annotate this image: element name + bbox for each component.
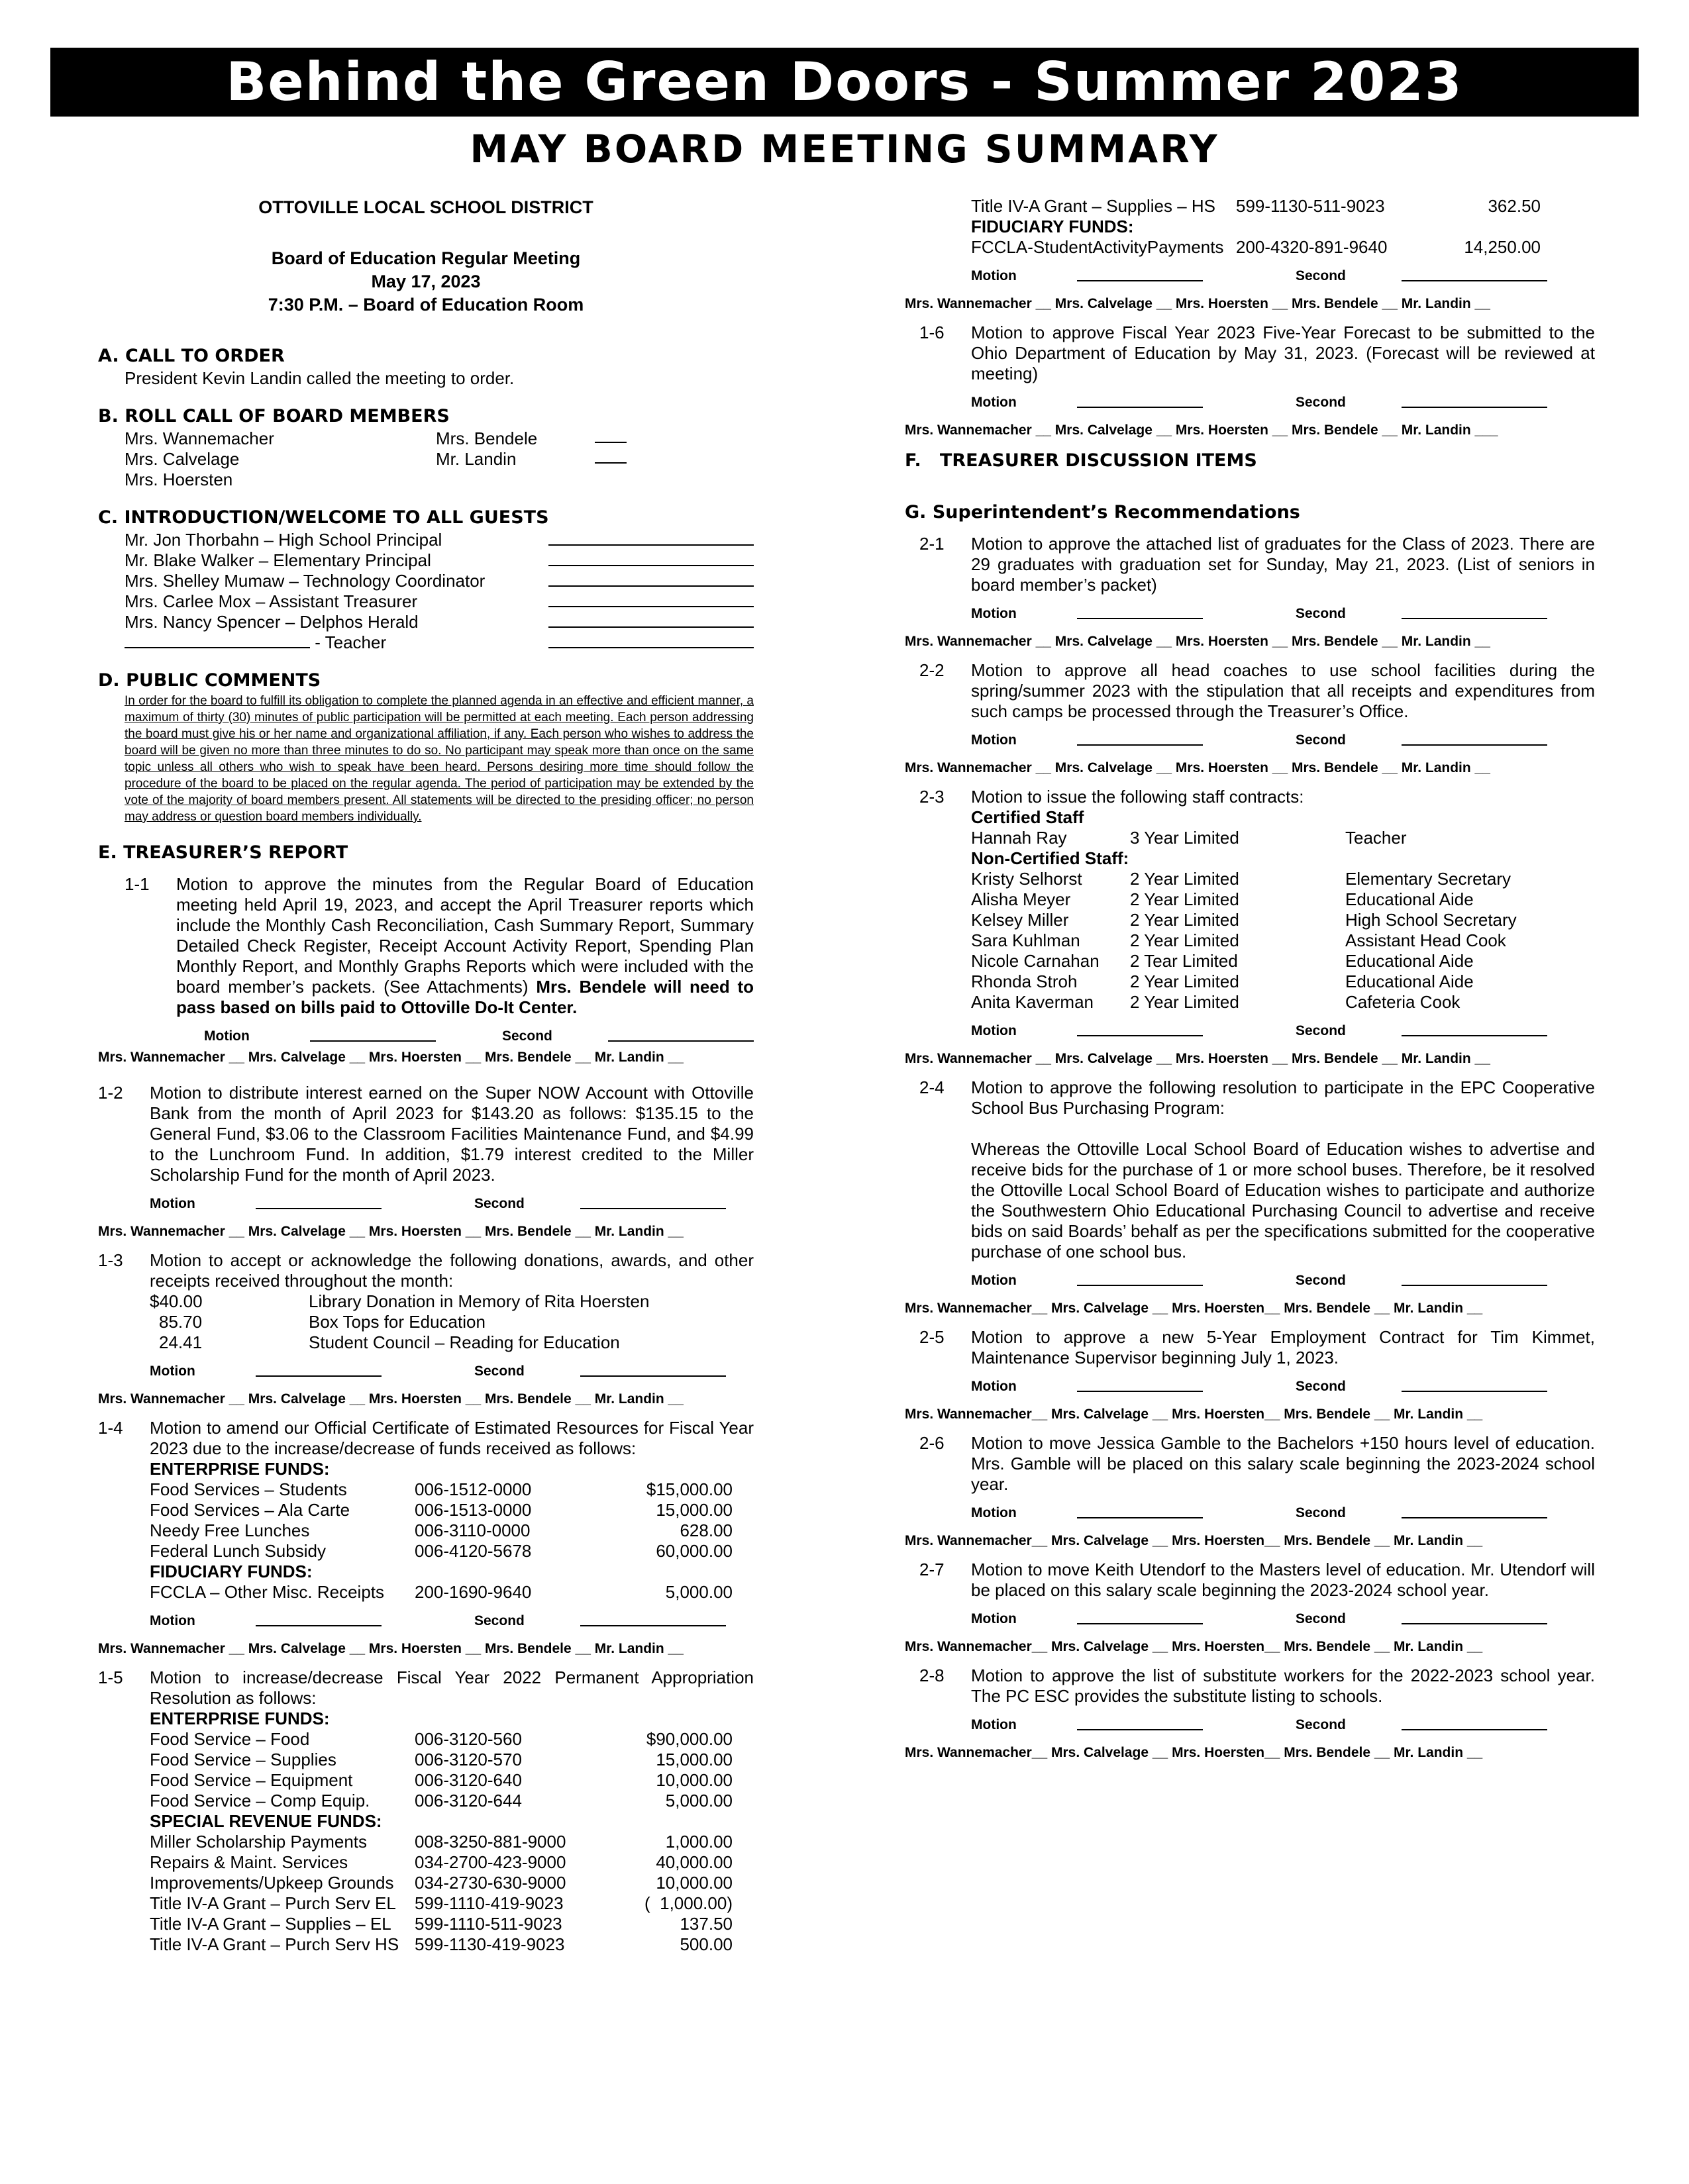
vote-line: Mrs. Wannemacher__ Mrs. Calvelage __ Mrs. Hoersten__ Mrs. Bendele __ Mr. Landin __ bbox=[905, 1301, 1483, 1316]
1-2: 40,000.00 bbox=[656, 1852, 733, 1872]
signature-blank-line bbox=[1077, 1716, 1203, 1730]
vote-line: Mrs. Wannemacher __ Mrs. Calvelage __ Mrs. Hoersten __ Mrs. Bendele __ Mr. Landin ___ bbox=[905, 422, 1498, 438]
fund-heading: FIDUCIARY FUNDS: bbox=[150, 1562, 313, 1581]
labels-second: Second bbox=[474, 1364, 525, 1379]
vote-line: Mrs. Wannemacher __ Mrs. Calvelage __ Mrs. Hoersten __ Mrs. Bendele __ Mr. Landin __ bbox=[98, 1224, 684, 1239]
vote-line: Mrs. Wannemacher __ Mrs. Calvelage __ Mrs. Hoersten __ Mrs. Bendele __ Mr. Landin __ bbox=[905, 1051, 1490, 1066]
5-1: 2 Year Limited bbox=[1130, 971, 1239, 991]
signature-blank-line bbox=[1077, 605, 1203, 619]
labels-motion: Motion bbox=[150, 1364, 195, 1379]
section-superintendent: G. Superintendent’s Recommendations bbox=[905, 502, 1300, 522]
guest-teacher: - Teacher bbox=[310, 632, 387, 652]
5-0: Rhonda Stroh bbox=[971, 971, 1078, 991]
signature-blank-line bbox=[256, 1612, 382, 1626]
4-1: 2 Tear Limited bbox=[1130, 951, 1238, 971]
motion-2-5 bbox=[919, 1327, 1595, 1368]
m2-1-num: 2-1 bbox=[919, 534, 945, 554]
labels-motion: Motion bbox=[971, 1717, 1017, 1732]
0-1: 008-3250-881-9000 bbox=[415, 1832, 566, 1852]
labels-second: Second bbox=[1296, 732, 1346, 748]
3-0: Title IV-A Grant – Purch Serv EL bbox=[150, 1893, 396, 1913]
guest-name: Mr. Jon Thorbahn – High School Principal bbox=[125, 530, 442, 550]
2-1: 2 Year Limited bbox=[1130, 910, 1239, 930]
m2-8-text: Motion to approve the list of substitute workers for the 2022-2023 school year. The PC ESC provides the substitute listing to schools. bbox=[971, 1665, 1595, 1706]
fund-row bbox=[150, 1852, 754, 1873]
signature-blank-line bbox=[1077, 393, 1203, 408]
labels-motion: Motion bbox=[971, 268, 1017, 283]
signature-blank-line bbox=[1402, 605, 1547, 619]
0-0: FCCLA-StudentActivityPayments bbox=[971, 237, 1224, 257]
0-2: 1,000.00 bbox=[665, 1832, 733, 1852]
0-0: Kristy Selhorst bbox=[971, 869, 1082, 889]
m2-3-text: Motion to issue the following staff contracts: bbox=[971, 787, 1304, 807]
vote-line: Mrs. Wannemacher __ Mrs. Calvelage __ Mrs. Hoersten __ Mrs. Bendele __ Mr. Landin __ bbox=[905, 760, 1490, 775]
signature-blank-line bbox=[1077, 1610, 1203, 1624]
guest-name: Mr. Blake Walker – Elementary Principal bbox=[125, 550, 431, 570]
m1-3-text: Motion to accept or acknowledge the following donations, awards, and other receipts received throughout the month: bbox=[150, 1250, 754, 1291]
motion-2-3 bbox=[919, 787, 1595, 807]
fund-row bbox=[971, 196, 1595, 217]
section-call-to-order: A. CALL TO ORDER bbox=[98, 346, 285, 366]
6-0: Anita Kaverman bbox=[971, 992, 1094, 1012]
m2-5-num: 2-5 bbox=[919, 1327, 945, 1347]
signature-blank-line bbox=[548, 530, 754, 546]
m1-6-text: Motion to approve Fiscal Year 2023 Five-Year Forecast to be submitted to the Ohio Department of Education by May 31, 2023. (Forecast will be reviewed at meeting) bbox=[971, 323, 1595, 383]
staff-row bbox=[971, 910, 1595, 930]
0-1: 006-1512-0000 bbox=[415, 1479, 532, 1499]
m2-1-text: Motion to approve the attached list of graduates for the Class of 2023. There are 29 graduates with graduation set for Sunday, May 21, 2023. (List of seniors in board member’s packet) bbox=[971, 534, 1595, 595]
3-0: Food Service – Comp Equip. bbox=[150, 1791, 370, 1811]
section-guests: C. INTRODUCTION/WELCOME TO ALL GUESTS bbox=[98, 507, 549, 528]
labels-motion: Motion bbox=[971, 1023, 1017, 1038]
motion-1-4 bbox=[98, 1418, 754, 1459]
0-0: Miller Scholarship Payments bbox=[150, 1832, 368, 1852]
m1-2-text: Motion to distribute interest earned on the Super NOW Account with Ottoville Bank from the month of April 2023 for $143.20 as follows: $135.15 to the General Fund, $3.06 to the Classroom Facilities Maintenance Fund, and $4.99 to the Lunchroom Fund. In addition, $1.79 interest credited to the Miller Scholarship Fund for the month of April 2023. bbox=[150, 1083, 754, 1185]
fund-row bbox=[150, 1893, 754, 1914]
district-name: OTTOVILLE LOCAL SCHOOL DISTRICT bbox=[258, 197, 593, 217]
3-2: ( 1,000.00) bbox=[644, 1893, 733, 1913]
roll-line bbox=[595, 449, 627, 464]
fund-row bbox=[150, 1541, 754, 1562]
vote-line: Mrs. Wannemacher __ Mrs. Calvelage __ Mrs. Hoersten __ Mrs. Bendele __ Mr. Landin __ bbox=[905, 296, 1490, 311]
labels-second: Second bbox=[1296, 1379, 1346, 1394]
vote-line: Mrs. Wannemacher __ Mrs. Calvelage __ Mrs. Hoersten __ Mrs. Bendele __ Mr. Landin __ bbox=[905, 634, 1490, 649]
motion-1-5 bbox=[98, 1667, 754, 1709]
labels-second: Second bbox=[474, 1196, 525, 1211]
signature-blank-line bbox=[125, 634, 310, 648]
signature-blank-line bbox=[1077, 1504, 1203, 1518]
m2-7-num: 2-7 bbox=[919, 1560, 945, 1579]
m2-5-text: Motion to approve a new 5-Year Employment Contract for Tim Kimmet, Maintenance Supervisor beginning July 1, 2023. bbox=[971, 1327, 1595, 1367]
m1-5-text: Motion to increase/decrease Fiscal Year 2022 Permanent Appropriation Resolution as follows: bbox=[150, 1667, 754, 1708]
page-subtitle: MAY BOARD MEETING SUMMARY bbox=[470, 126, 1219, 172]
signature-blank-line bbox=[548, 571, 754, 587]
3-2: 60,000.00 bbox=[656, 1541, 733, 1561]
m2-8-num: 2-8 bbox=[919, 1665, 945, 1685]
motion-1-3 bbox=[98, 1250, 754, 1291]
roll-member: Mr. Landin bbox=[436, 449, 517, 469]
1-0: 85.70 bbox=[159, 1312, 203, 1332]
fund-row bbox=[150, 1582, 754, 1603]
labels-second: Second bbox=[1296, 395, 1346, 410]
0-1: 200-1690-9640 bbox=[415, 1582, 532, 1602]
signature-blank-line bbox=[1402, 393, 1547, 408]
guest-name: Mrs. Carlee Mox – Assistant Treasurer bbox=[125, 591, 418, 611]
labels-second: Second bbox=[1296, 268, 1346, 283]
m1-1-bold: Mrs. Bendele will need to pass based on bills paid to Ottoville Do-It Center. bbox=[176, 977, 754, 1017]
staff-row bbox=[971, 951, 1595, 971]
roll-line bbox=[595, 428, 627, 443]
signature-blank-line bbox=[580, 1195, 726, 1209]
m2-6-num: 2-6 bbox=[919, 1433, 945, 1453]
0-0: Food Services – Students bbox=[150, 1479, 347, 1499]
0-1: 2 Year Limited bbox=[1130, 869, 1239, 889]
3-1: 2 Year Limited bbox=[1130, 930, 1239, 950]
donation-row bbox=[150, 1291, 754, 1312]
signature-blank-line bbox=[548, 632, 754, 648]
5-0: Title IV-A Grant – Purch Serv HS bbox=[150, 1934, 399, 1954]
signature-blank-line bbox=[1402, 1610, 1547, 1624]
labels-motion: Motion bbox=[971, 606, 1017, 621]
signature-blank-line bbox=[1077, 731, 1203, 746]
2-2: 10,000.00 bbox=[656, 1873, 733, 1893]
1-2: Educational Aide bbox=[1345, 889, 1474, 909]
m1-3-num: 1-3 bbox=[98, 1250, 123, 1270]
labels-second: Second bbox=[1296, 1717, 1346, 1732]
fund-heading: ENTERPRISE FUNDS: bbox=[150, 1709, 330, 1728]
signature-blank-line bbox=[548, 550, 754, 566]
0-1: 599-1130-511-9023 bbox=[1236, 196, 1385, 216]
meeting-date: May 17, 2023 bbox=[371, 272, 481, 291]
left-column bbox=[98, 196, 754, 1955]
call-to-order-text: President Kevin Landin called the meeting to order. bbox=[125, 368, 515, 388]
fund-row bbox=[150, 1934, 754, 1955]
signature-blank-line bbox=[580, 1362, 726, 1377]
vote-line: Mrs. Wannemacher__ Mrs. Calvelage __ Mrs. Hoersten__ Mrs. Bendele __ Mr. Landin __ bbox=[905, 1745, 1483, 1760]
signature-blank-line bbox=[608, 1027, 754, 1042]
1-2: 15,000.00 bbox=[656, 1750, 733, 1769]
fund-row bbox=[150, 1729, 754, 1750]
2-2: High School Secretary bbox=[1345, 910, 1517, 930]
5-1: 599-1130-419-9023 bbox=[415, 1934, 565, 1954]
signature-blank-line bbox=[1402, 1022, 1547, 1036]
1-0: Food Services – Ala Carte bbox=[150, 1500, 350, 1520]
newsletter-banner: Behind the Green Doors - Summer 2023 bbox=[50, 48, 1639, 117]
labels-motion: Motion bbox=[971, 1611, 1017, 1626]
6-2: Cafeteria Cook bbox=[1345, 992, 1460, 1012]
2-0: Food Service – Equipment bbox=[150, 1770, 353, 1790]
labels-second: Second bbox=[1296, 606, 1346, 621]
labels-motion: Motion bbox=[971, 1505, 1017, 1520]
signature-blank-line bbox=[1077, 267, 1203, 281]
labels-motion: Motion bbox=[204, 1028, 250, 1044]
4-0: Nicole Carnahan bbox=[971, 951, 1100, 971]
2-0: Needy Free Lunches bbox=[150, 1520, 310, 1540]
motion-1-2 bbox=[98, 1083, 754, 1185]
m2-6-text: Motion to move Jessica Gamble to the Bachelors +150 hours level of education. Mrs. Gamble will be placed on this salary scale beginning the 2023-2024 school year. bbox=[971, 1433, 1595, 1494]
m2-2-text: Motion to approve all head coaches to use school facilities during the spring/summer 2023 with the stipulation that all receipts and expenditures from such camps be processed through the Treasurer’s Office. bbox=[971, 660, 1595, 721]
m2-7-text: Motion to move Keith Utendorf to the Masters level of education. Mr. Utendorf will be placed on this salary scale beginning the 2023-2024 school year. bbox=[971, 1560, 1595, 1600]
labels-second: Second bbox=[474, 1613, 525, 1628]
signature-blank-line bbox=[1402, 1377, 1547, 1392]
staff-heading: Certified Staff bbox=[971, 807, 1084, 827]
fund-row bbox=[150, 1832, 754, 1852]
labels-motion: Motion bbox=[971, 1379, 1017, 1394]
motion-2-1 bbox=[919, 534, 1595, 595]
fund-row bbox=[150, 1750, 754, 1770]
signature-blank-line bbox=[310, 1027, 436, 1042]
labels-motion: Motion bbox=[971, 732, 1017, 748]
1-0: Food Service – Supplies bbox=[150, 1750, 336, 1769]
guest-name: Mrs. Nancy Spencer – Delphos Herald bbox=[125, 612, 419, 632]
0-1: 006-3120-560 bbox=[415, 1729, 522, 1749]
motion-1-1 bbox=[125, 874, 754, 1018]
fund-row bbox=[971, 237, 1595, 258]
signature-blank-line bbox=[1402, 1271, 1547, 1286]
signature-blank-line bbox=[1402, 1504, 1547, 1518]
4-2: 137.50 bbox=[680, 1914, 733, 1934]
staff-heading: Non-Certified Staff: bbox=[971, 848, 1129, 868]
motion-2-7 bbox=[919, 1560, 1595, 1601]
2-1: Student Council – Reading for Education bbox=[309, 1332, 620, 1352]
signature-blank-line bbox=[548, 612, 754, 628]
vote-line: Mrs. Wannemacher__ Mrs. Calvelage __ Mrs. Hoersten__ Mrs. Bendele __ Mr. Landin __ bbox=[905, 1639, 1483, 1654]
1-2: 15,000.00 bbox=[656, 1500, 733, 1520]
2-0: Improvements/Upkeep Grounds bbox=[150, 1873, 394, 1893]
fund-row bbox=[150, 1791, 754, 1811]
vote-line: Mrs. Wannemacher__ Mrs. Calvelage __ Mrs. Hoersten__ Mrs. Bendele __ Mr. Landin __ bbox=[905, 1407, 1483, 1422]
donation-row bbox=[150, 1312, 754, 1332]
fund-heading: FIDUCIARY FUNDS: bbox=[971, 217, 1134, 236]
0-2: 14,250.00 bbox=[1464, 237, 1541, 257]
m2-2-num: 2-2 bbox=[919, 660, 945, 680]
0-0: FCCLA – Other Misc. Receipts bbox=[150, 1582, 384, 1602]
motion-2-2 bbox=[919, 660, 1595, 722]
labels-second: Second bbox=[1296, 1023, 1346, 1038]
fund-row bbox=[150, 1520, 754, 1541]
staff-row bbox=[971, 869, 1595, 889]
fund-row bbox=[150, 1479, 754, 1500]
1-0: Alisha Meyer bbox=[971, 889, 1071, 909]
0-0: Title IV-A Grant – Supplies – HS bbox=[971, 196, 1215, 216]
donation-row bbox=[150, 1332, 754, 1353]
m1-4-text: Motion to amend our Official Certificate of Estimated Resources for Fiscal Year 2023 due to the increase/decrease of funds received as follows: bbox=[150, 1418, 754, 1458]
m1-2-num: 1-2 bbox=[98, 1083, 123, 1103]
labels-second: Second bbox=[1296, 1505, 1346, 1520]
1-1: 2 Year Limited bbox=[1130, 889, 1239, 909]
2-0: Kelsey Miller bbox=[971, 910, 1069, 930]
vote-line: Mrs. Wannemacher __ Mrs. Calvelage __ Mrs. Hoersten __ Mrs. Bendele __ Mr. Landin __ bbox=[98, 1050, 684, 1065]
signature-blank-line bbox=[1402, 1716, 1547, 1730]
3-0: Sara Kuhlman bbox=[971, 930, 1080, 950]
signature-blank-line bbox=[1402, 267, 1547, 281]
0-1: 3 Year Limited bbox=[1130, 828, 1239, 848]
right-column bbox=[905, 196, 1595, 1762]
0-2: $90,000.00 bbox=[646, 1729, 733, 1749]
fund-heading: ENTERPRISE FUNDS: bbox=[150, 1459, 330, 1479]
m2-4-num: 2-4 bbox=[919, 1077, 945, 1097]
3-2: Assistant Head Cook bbox=[1345, 930, 1506, 950]
signature-blank-line bbox=[548, 591, 754, 607]
0-2: 362.50 bbox=[1488, 196, 1541, 216]
1-0: Repairs & Maint. Services bbox=[150, 1852, 348, 1872]
6-1: 2 Year Limited bbox=[1130, 992, 1239, 1012]
m2-3-num: 2-3 bbox=[919, 787, 945, 807]
roll-member: Mrs. Wannemacher bbox=[125, 428, 274, 448]
3-1: 599-1110-419-9023 bbox=[415, 1893, 564, 1913]
vote-line: Mrs. Wannemacher __ Mrs. Calvelage __ Mrs. Hoersten __ Mrs. Bendele __ Mr. Landin __ bbox=[98, 1391, 684, 1407]
2-2: 628.00 bbox=[680, 1520, 733, 1540]
labels-motion: Motion bbox=[150, 1613, 195, 1628]
labels-second: Second bbox=[502, 1028, 552, 1044]
motion-2-8 bbox=[919, 1665, 1595, 1707]
motion-1-6 bbox=[919, 323, 1595, 384]
section-treasurer-report: E. TREASURER’S REPORT bbox=[98, 842, 348, 863]
2-1: 006-3120-640 bbox=[415, 1770, 522, 1790]
labels-second: Second bbox=[1296, 1611, 1346, 1626]
m1-5-num: 1-5 bbox=[98, 1667, 123, 1687]
fund-row bbox=[150, 1770, 754, 1791]
1-1: 006-1513-0000 bbox=[415, 1500, 532, 1520]
motion-2-4 bbox=[919, 1077, 1595, 1262]
labels-motion: Motion bbox=[971, 395, 1017, 410]
labels-second: Second bbox=[1296, 1273, 1346, 1288]
m2-4-text2: Whereas the Ottoville Local School Board of Education wishes to advertise and receive bids for the purchase of 1 or more school buses. Therefore, be it resolved the Ottoville Local School Board of Education wishes to participate and authorize the Southwestern Ohio Educational Purchasing Council to advertise and receive bids on said Boards’ behalf as per the specifications submitted for the cooperative purchase of one school bus. bbox=[971, 1139, 1595, 1262]
4-2: Educational Aide bbox=[1345, 951, 1474, 971]
roll-member: Mrs. Bendele bbox=[436, 428, 538, 448]
1-1: 006-3120-570 bbox=[415, 1750, 522, 1769]
section-roll-call: B. ROLL CALL OF BOARD MEMBERS bbox=[98, 406, 450, 426]
meeting-time-place: 7:30 P.M. – Board of Education Room bbox=[268, 295, 584, 315]
0-2: Elementary Secretary bbox=[1345, 869, 1511, 889]
section-public-comments: D. PUBLIC COMMENTS bbox=[98, 670, 321, 691]
roll-call-grid bbox=[98, 428, 754, 490]
staff-row bbox=[971, 930, 1595, 951]
2-2: 10,000.00 bbox=[656, 1770, 733, 1790]
m2-4-text: Motion to approve the following resolution to participate in the EPC Cooperative School Bus Purchasing Program: bbox=[971, 1077, 1595, 1118]
1-1: 034-2700-423-9000 bbox=[415, 1852, 566, 1872]
guest-name: Mrs. Shelley Mumaw – Technology Coordinator bbox=[125, 571, 486, 591]
section-treasurer-discussion: F. TREASURER DISCUSSION ITEMS bbox=[905, 450, 1257, 471]
signature-blank-line bbox=[256, 1362, 382, 1377]
fund-row bbox=[150, 1500, 754, 1520]
m1-4-num: 1-4 bbox=[98, 1418, 123, 1438]
3-0: Federal Lunch Subsidy bbox=[150, 1541, 326, 1561]
4-1: 599-1110-511-9023 bbox=[415, 1914, 562, 1934]
0-1: Library Donation in Memory of Rita Hoersten bbox=[309, 1291, 650, 1311]
staff-row bbox=[971, 889, 1595, 910]
staff-row bbox=[971, 828, 1595, 848]
0-0: Food Service – Food bbox=[150, 1729, 310, 1749]
3-1: 006-4120-5678 bbox=[415, 1541, 532, 1561]
5-2: Educational Aide bbox=[1345, 971, 1474, 991]
vote-line: Mrs. Wannemacher__ Mrs. Calvelage __ Mrs. Hoersten__ Mrs. Bendele __ Mr. Landin __ bbox=[905, 1533, 1483, 1548]
roll-member: Mrs. Hoersten bbox=[125, 470, 233, 489]
fund-row bbox=[150, 1914, 754, 1934]
public-comments-text: In order for the board to fulfill its obligation to complete the planned agenda in an effective and efficient manner, a maximum of thirty (30) minutes of public participation will be permitted at each meeting. Each person addressing the board must give his or her name and organizational affiliation, if any. Each person who wishes to address the board will be given no more than three minutes to do so. No participant may speak more than once on the same topic unless all others who wish to speak have been heard. Persons desiring more time should follow the procedure of the board to be placed on the regular agenda. The period of participation may be extended by the vote of the majority of board members present. All statements will be directed to the presiding officer; no person may address or question board members individually. bbox=[125, 694, 754, 824]
1-1: Box Tops for Education bbox=[309, 1312, 486, 1332]
0-2: 5,000.00 bbox=[665, 1582, 733, 1602]
signature-blank-line bbox=[1077, 1271, 1203, 1286]
0-1: 200-4320-891-9640 bbox=[1236, 237, 1388, 257]
motion-2-6 bbox=[919, 1433, 1595, 1495]
m1-6-num: 1-6 bbox=[919, 323, 945, 342]
signature-blank-line bbox=[1077, 1377, 1203, 1392]
2-0: 24.41 bbox=[159, 1332, 203, 1352]
3-1: 006-3120-644 bbox=[415, 1791, 522, 1811]
5-2: 500.00 bbox=[680, 1934, 733, 1954]
vote-line: Mrs. Wannemacher __ Mrs. Calvelage __ Mrs. Hoersten __ Mrs. Bendele __ Mr. Landin __ bbox=[98, 1641, 684, 1656]
signature-blank-line bbox=[1402, 731, 1547, 746]
staff-row bbox=[971, 992, 1595, 1013]
0-0: $40.00 bbox=[150, 1291, 203, 1311]
fund-heading: SPECIAL REVENUE FUNDS: bbox=[150, 1811, 382, 1831]
3-2: 5,000.00 bbox=[665, 1791, 733, 1811]
roll-member: Mrs. Calvelage bbox=[125, 449, 240, 469]
staff-row bbox=[971, 971, 1595, 992]
2-1: 034-2730-630-9000 bbox=[415, 1873, 566, 1893]
0-2: Teacher bbox=[1345, 828, 1407, 848]
signature-blank-line bbox=[1077, 1022, 1203, 1036]
m1-1-text: Motion to approve the minutes from the Regular Board of Education meeting held April 19, 2023, and accept the April Treasurer reports which include the Monthly Cash Reconciliation, Cash Summary Report, Summary Detailed Check Register, Receipt Account Activity Report, Spending Plan Monthly Report, and Monthly Graphs Reports which were included with the board member’s packets. (See Attachments) bbox=[176, 874, 754, 997]
m1-1-num: 1-1 bbox=[125, 874, 150, 894]
meeting-title: Board of Education Regular Meeting bbox=[271, 248, 581, 268]
labels-motion: Motion bbox=[971, 1273, 1017, 1288]
signature-blank-line bbox=[256, 1195, 382, 1209]
labels-motion: Motion bbox=[150, 1196, 195, 1211]
fund-row bbox=[150, 1873, 754, 1893]
2-1: 006-3110-0000 bbox=[415, 1520, 531, 1540]
4-0: Title IV-A Grant – Supplies – EL bbox=[150, 1914, 391, 1934]
signature-blank-line bbox=[580, 1612, 726, 1626]
0-0: Hannah Ray bbox=[971, 828, 1067, 848]
0-2: $15,000.00 bbox=[646, 1479, 733, 1499]
